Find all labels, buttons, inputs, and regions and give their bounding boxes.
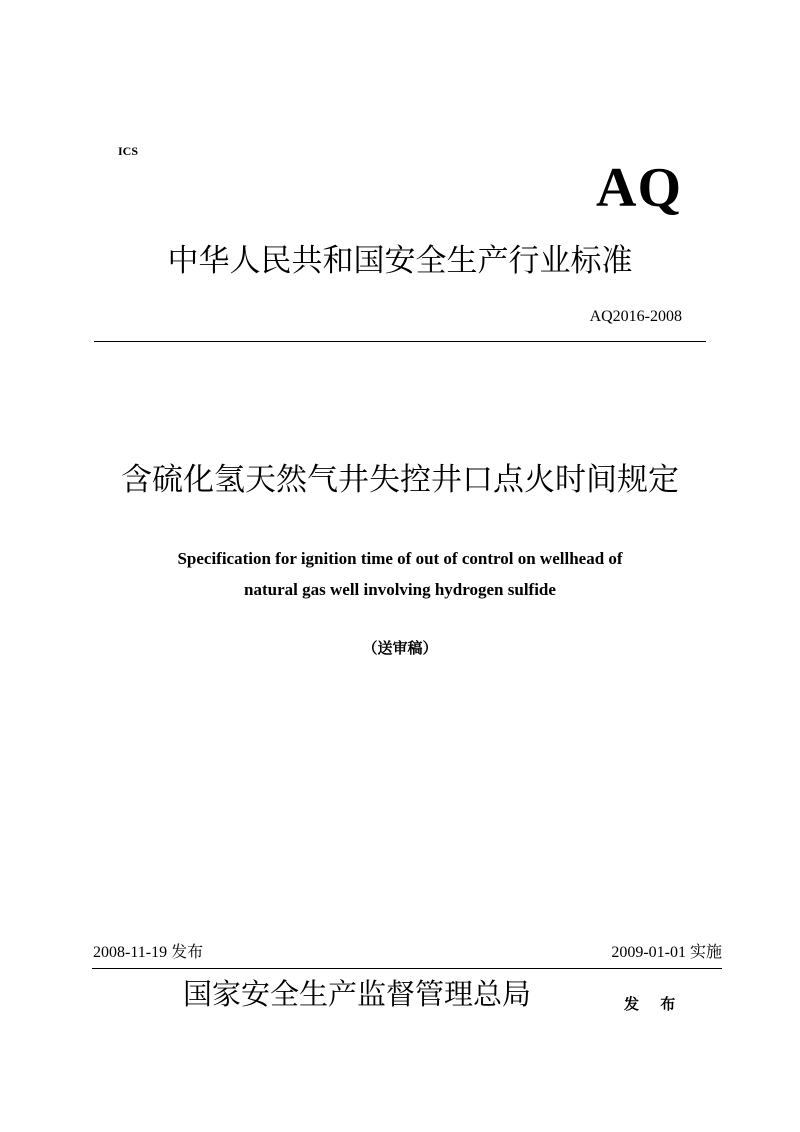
header-divider — [94, 341, 706, 342]
issuing-action: 发 布 — [624, 995, 684, 1013]
effective-label: 实施 — [689, 942, 722, 961]
issuing-authority: 国家安全生产监督管理总局 — [183, 977, 532, 1011]
effective-date: 2009-01-01 — [611, 944, 686, 961]
document-title-chinese: 含硫化氢天然气井失控井口点火时间规定 — [121, 462, 679, 498]
standard-category-title: 中华人民共和国安全生产行业标准 — [167, 243, 633, 279]
effective-date-line — [611, 939, 722, 962]
ics-label: ICS — [118, 144, 139, 158]
draft-status: （送审稿） — [362, 639, 438, 657]
standard-mark: AQ — [596, 157, 682, 219]
document-title-english-line2: natural gas well involving hydrogen sulfide — [244, 580, 556, 599]
document-title-english-line1: Specification for ignition time of out of control on wellhead of — [177, 549, 623, 568]
issue-label: 发布 — [171, 942, 204, 961]
issue-date: 2008-11-19 — [93, 944, 168, 961]
footer-divider — [92, 968, 722, 969]
standard-code: AQ2016-2008 — [589, 308, 682, 325]
issue-date-line — [93, 939, 203, 962]
